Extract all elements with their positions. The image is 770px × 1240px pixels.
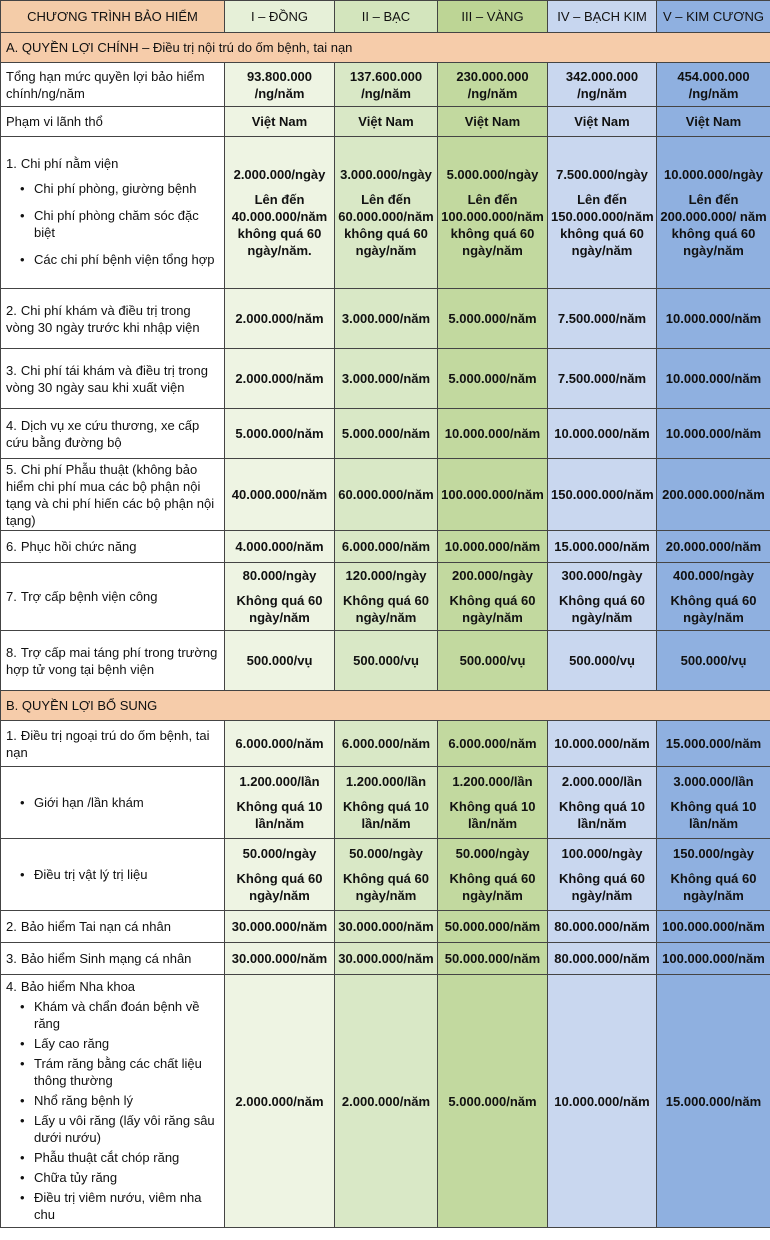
list-item: • Các chi phí bệnh viện tổng hợp [20,251,215,267]
plan-header-2: II – BẠC [335,1,438,33]
table-cell: 15.000.000/năm [657,975,770,1228]
table-cell: 7.500.000/năm [548,289,657,349]
row-label: 3. Chi phí tái khám và điều trị trong vòng 30 ngày sau khi xuất viện [1,349,225,409]
table-cell: 10.000.000/năm [548,409,657,459]
section-b-title: B. QUYỀN LỢI BỔ SUNG [1,691,770,721]
total-limit-cell: 342.000.000 /ng/năm [548,63,657,107]
table-row [1,349,770,409]
row-label: 2. Chi phí khám và điều trị trong vòng 30 ngày trước khi nhập viện [1,289,225,349]
table-cell: 50.000/ngày Không quá 60 ngày/năm [438,839,548,911]
table-cell: 50.000/ngày Không quá 60 ngày/năm [335,839,438,911]
hospital-cell: 3.000.000/ngày Lên đến 60.000.000/năm không quá 60 ngày/năm [335,137,438,289]
table-cell: 400.000/ngày Không quá 60 ngày/năm [657,563,770,631]
table-cell: 60.000.000/năm [335,459,438,531]
table-cell: 5.000.000/năm [438,349,548,409]
table-cell: 5.000.000/năm [438,975,548,1228]
territory-row [1,107,770,137]
list-item: • Khám và chẩn đoán bệnh về răng [20,999,200,1031]
table-row [1,409,770,459]
table-cell: 3.000.000/năm [335,349,438,409]
table-cell: 5.000.000/năm [438,289,548,349]
allowance-row [1,563,770,631]
hospital-cell: 5.000.000/ngày Lên đến 100.000.000/năm không quá 60 ngày/năm [438,137,548,289]
dental-row [1,975,770,1228]
table-cell: 15.000.000/năm [548,531,657,563]
total-limit-row [1,63,770,107]
table-cell: 300.000/ngày Không quá 60 ngày/năm [548,563,657,631]
hospital-label: 1. Chi phí nằm viện • Chi phí phòng, giường bệnh • Chi phí phòng chăm sóc đặc biệt • Các chi phí bệnh viện tổng hợp [1,137,225,289]
table-cell: 30.000.000/năm [225,911,335,943]
table-cell: 40.000.000/năm [225,459,335,531]
table-cell: 30.000.000/năm [335,911,438,943]
table-cell: 2.000.000/năm [225,349,335,409]
table-cell: 6.000.000/năm [335,721,438,767]
table-cell: 50.000.000/năm [438,943,548,975]
row-label: 8. Trợ cấp mai táng phí trong trường hợp tử vong tại bệnh viện [1,631,225,691]
table-cell: 1.200.000/lần Không quá 10 lần/năm [438,767,548,839]
list-item: • Phẫu thuật cắt chóp răng [20,1150,180,1165]
table-cell: 500.000/vụ [225,631,335,691]
total-limit-cell: 137.600.000 /ng/năm [335,63,438,107]
total-limit-cell: 93.800.000 /ng/năm [225,63,335,107]
plan-header-5: V – KIM CƯƠNG [657,1,770,33]
table-cell: 50.000.000/năm [438,911,548,943]
list-item: • Lấy u vôi răng (lấy vôi răng sâu dưới nướu) [20,1113,215,1145]
table-cell: 200.000/ngày Không quá 60 ngày/năm [438,563,548,631]
table-cell: 500.000/vụ [657,631,770,691]
table-cell: 10.000.000/năm [438,409,548,459]
table-cell: 500.000/vụ [438,631,548,691]
territory-cell: Việt Nam [657,107,770,137]
header-title: CHƯƠNG TRÌNH BẢO HIỂM [1,1,225,33]
table-cell: 500.000/vụ [548,631,657,691]
table-cell: 100.000.000/năm [438,459,548,531]
list-item: • Chi phí phòng chăm sóc đặc biệt [20,207,199,240]
row-label: 6. Phục hồi chức năng [1,531,225,563]
list-item: • Lấy cao răng [20,1036,110,1051]
row-label: 3. Bảo hiểm Sinh mạng cá nhân [1,943,225,975]
total-limit-cell: 454.000.000 /ng/năm [657,63,770,107]
table-cell: 7.500.000/năm [548,349,657,409]
list-item: • Chi phí phòng, giường bệnh [20,180,197,196]
physio-row [1,839,770,911]
territory-cell: Việt Nam [335,107,438,137]
table-cell: 150.000.000/năm [548,459,657,531]
table-cell: 500.000/vụ [335,631,438,691]
row-label: • Điều trị vật lý trị liệu [1,839,225,911]
table-cell: 6.000.000/năm [335,531,438,563]
table-cell: 10.000.000/năm [548,721,657,767]
visit-limit-row [1,767,770,839]
hospital-row [1,137,770,289]
table-cell: 100.000.000/năm [657,943,770,975]
plan-header-4: IV – BẠCH KIM [548,1,657,33]
table-row [1,289,770,349]
table-cell: 100.000.000/năm [657,911,770,943]
table-cell: 10.000.000/năm [548,975,657,1228]
section-b-header [1,691,770,721]
territory-label: Phạm vi lãnh thổ [1,107,225,137]
table-cell: 10.000.000/năm [657,349,770,409]
row-label: 7. Trợ cấp bệnh viện công [1,563,225,631]
table-cell: 30.000.000/năm [225,943,335,975]
hospital-cell: 7.500.000/ngày Lên đến 150.000.000/năm không quá 60 ngày/năm [548,137,657,289]
life-row [1,943,770,975]
table-cell: 2.000.000/năm [335,975,438,1228]
table-cell: 5.000.000/năm [225,409,335,459]
territory-cell: Việt Nam [438,107,548,137]
table-cell: 10.000.000/năm [657,289,770,349]
table-row [1,459,770,531]
list-item: • Trám răng bằng các chất liệu thông thường [20,1056,202,1088]
plan-header-3: III – VÀNG [438,1,548,33]
table-cell: 80.000.000/năm [548,943,657,975]
dental-label: 4. Bảo hiểm Nha khoa • Khám và chẩn đoán bệnh về răng • Lấy cao răng • Trám răng bằng các chất liệu thông thường • Nhổ răng bệnh lý • Lấy u vôi răng (lấy vôi răng sâu dưới nướu) • Phẫu thuật cắt chóp răng • Chữa tủy răng • Điều trị viêm nướu, viêm nha chu [1,975,225,1228]
territory-cell: Việt Nam [225,107,335,137]
table-cell: 4.000.000/năm [225,531,335,563]
row-label: 5. Chi phí Phẫu thuật (không bảo hiểm chi phí mua các bộ phận nội tạng và chi phí hiến các bộ phận nội tạng) [1,459,225,531]
table-cell: 6.000.000/năm [438,721,548,767]
list-item: • Nhổ răng bệnh lý [20,1093,134,1108]
table-cell: 3.000.000/năm [335,289,438,349]
table-cell: 100.000/ngày Không quá 60 ngày/năm [548,839,657,911]
row-label: • Giới hạn /lần khám [1,767,225,839]
table-cell: 200.000.000/năm [657,459,770,531]
table-cell: 3.000.000/lần Không quá 10 lần/năm [657,767,770,839]
row-label: 1. Điều trị ngoại trú do ốm bệnh, tai nạn [1,721,225,767]
table-cell: 10.000.000/năm [657,409,770,459]
table-row [1,531,770,563]
section-a-title: A. QUYỀN LỢI CHÍNH – Điều trị nội trú do ốm bệnh, tai nạn [1,33,770,63]
table-cell: 1.200.000/lần Không quá 10 lần/năm [335,767,438,839]
table-cell: 5.000.000/năm [335,409,438,459]
table-cell: 30.000.000/năm [335,943,438,975]
row-label: 4. Dịch vụ xe cứu thương, xe cấp cứu bằng đường bộ [1,409,225,459]
section-a-header [1,33,770,63]
accident-row [1,911,770,943]
row-label: 2. Bảo hiểm Tai nạn cá nhân [1,911,225,943]
table-cell: 10.000.000/năm [438,531,548,563]
table-cell: 2.000.000/năm [225,975,335,1228]
table-cell: 6.000.000/năm [225,721,335,767]
funeral-row [1,631,770,691]
hospital-cell: 10.000.000/ngày Lên đến 200.000.000/ năm không quá 60 ngày/năm [657,137,770,289]
table-cell: 15.000.000/năm [657,721,770,767]
table-cell: 80.000.000/năm [548,911,657,943]
table-cell: 20.000.000/năm [657,531,770,563]
outpatient-row [1,721,770,767]
header-row [1,1,770,33]
table-cell: 80.000/ngày Không quá 60 ngày/năm [225,563,335,631]
hospital-cell: 2.000.000/ngày Lên đến 40.000.000/năm không quá 60 ngày/năm. [225,137,335,289]
territory-cell: Việt Nam [548,107,657,137]
table-cell: 120.000/ngày Không quá 60 ngày/năm [335,563,438,631]
list-item: • Chữa tủy răng [20,1170,118,1185]
total-limit-cell: 230.000.000 /ng/năm [438,63,548,107]
table-cell: 2.000.000/lần Không quá 10 lần/năm [548,767,657,839]
table-cell: 2.000.000/năm [225,289,335,349]
table-cell: 1.200.000/lần Không quá 10 lần/năm [225,767,335,839]
list-item: • Điều trị viêm nướu, viêm nha chu [20,1190,202,1222]
table-cell: 150.000/ngày Không quá 60 ngày/năm [657,839,770,911]
table-cell: 50.000/ngày Không quá 60 ngày/năm [225,839,335,911]
plan-header-1: I – ĐỒNG [225,1,335,33]
total-limit-label: Tổng hạn mức quyền lợi bảo hiểm chính/ng/năm [1,63,225,107]
